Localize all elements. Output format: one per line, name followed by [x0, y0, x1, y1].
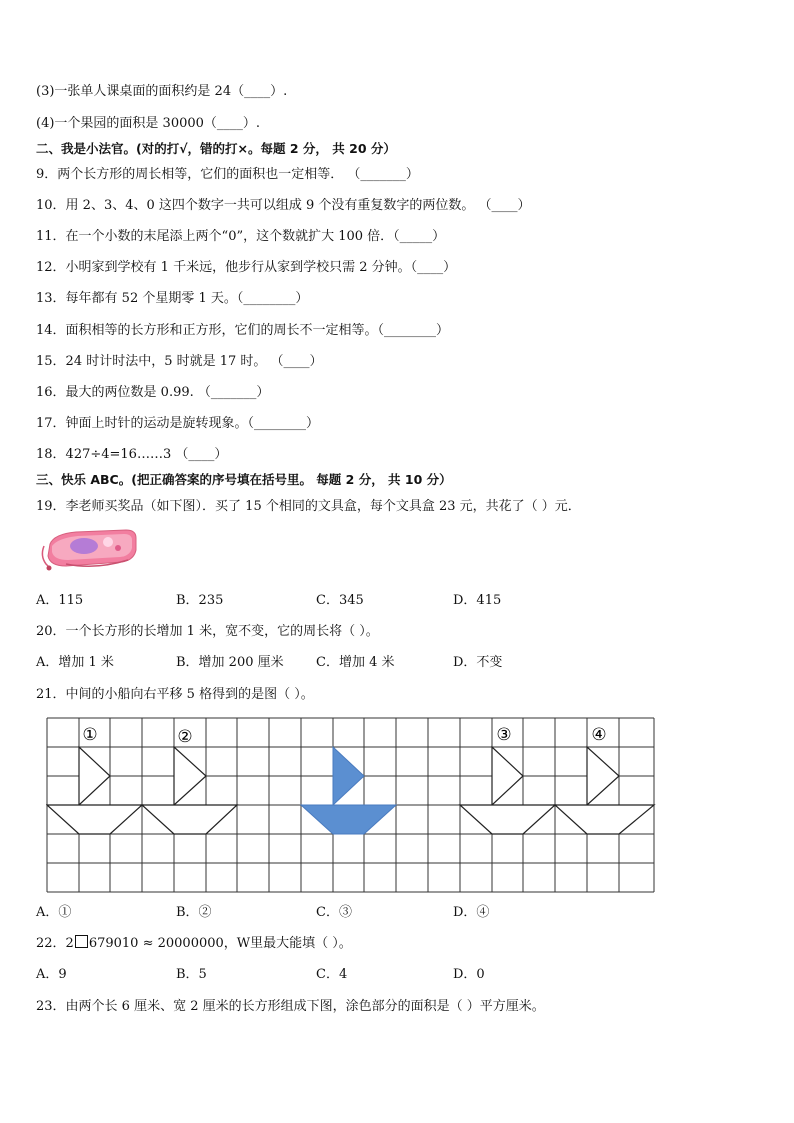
question-19: 19．李老师买奖品（如下图）．买了 15 个相同的文具盒，每个文具盒 23 元，共花了（ ）元． [36, 499, 581, 514]
q21-option-c: C．③ [316, 905, 352, 920]
q22-option-d: D．0 [453, 967, 485, 982]
pencil-case-image [36, 526, 140, 574]
question-22 [36, 935, 352, 953]
question-4: (4)一个果园的面积是 30000（____）. [36, 116, 261, 131]
q22-option-a: A．9 [36, 967, 67, 982]
boat-1 [47, 747, 142, 834]
question-23: 23．由两个长 6 厘米、宽 2 厘米的长方形组成下图，涂色部分的面积是（ ）平方厘米。 [36, 999, 545, 1014]
blank-square-icon [75, 935, 88, 948]
q22-prefix: 22．2 [36, 936, 74, 951]
question-20: 20．一个长方形的长增加 1 米，宽不变，它的周长将（ ）。 [36, 624, 379, 639]
question-18: 18．427÷4=16……3 （____） [36, 447, 228, 462]
question-15: 15．24 时计时法中，5 时就是 17 时。 （____） [36, 354, 323, 369]
boat-grid-figure [46, 716, 658, 896]
question-3: (3)一张单人课桌面的面积约是 24（____）. [36, 84, 288, 99]
boat-2 [142, 747, 237, 834]
boat-3 [460, 747, 555, 834]
q20-option-a: A．增加 1 米 [36, 655, 114, 670]
question-9: 9．两个长方形的周长相等，它们的面积也一定相等． （_______） [36, 167, 419, 182]
question-21: 21．中间的小船向右平移 5 格得到的是图（ ）。 [36, 687, 314, 702]
label-1: ① [82, 725, 98, 745]
q20-option-d: D．不变 [453, 655, 503, 670]
q22-option-c: C．4 [316, 967, 348, 982]
q19-option-b: B．235 [176, 593, 224, 608]
question-12: 12．小明家到学校有 1 千米远，他步行从家到学校只需 2 分钟。（____） [36, 260, 457, 275]
question-10: 10．用 2、3、4、0 这四个数字一共可以组成 9 个没有重复数字的两位数。 （____） [36, 198, 531, 213]
question-16: 16．最大的两位数是 0.99. （_______） [36, 385, 270, 400]
question-13: 13．每年都有 52 个星期零 1 天。（________） [36, 291, 309, 306]
label-4: ④ [591, 725, 607, 745]
question-14: 14．面积相等的长方形和正方形，它们的周长不一定相等。（________） [36, 323, 450, 338]
q22-suffix: 679010 ≈ 20000000，W里最大能填（ ）。 [88, 936, 352, 951]
q19-option-c: C．345 [316, 593, 364, 608]
q19-option-a: A．115 [36, 593, 84, 608]
shaded-boat [301, 747, 396, 834]
question-11: 11．在一个小数的末尾添上两个“0”，这个数就扩大 100 倍．（_____） [36, 229, 446, 244]
boat-4 [555, 747, 654, 834]
q21-option-d: D．④ [453, 905, 490, 920]
section-3-title: 三、快乐 ABC。(把正确答案的序号填在括号里。 每题 2 分， 共 10 分） [36, 472, 452, 487]
label-2: ② [177, 727, 193, 747]
label-3: ③ [496, 725, 512, 745]
q21-option-b: B．② [176, 905, 212, 920]
q20-option-b: B．增加 200 厘米 [176, 655, 284, 670]
q20-option-c: C．增加 4 米 [316, 655, 395, 670]
question-17: 17．钟面上时针的运动是旋转现象。（________） [36, 416, 320, 431]
section-2-title: 二、我是小法官。(对的打√，错的打×。每题 2 分， 共 20 分） [36, 141, 396, 156]
q21-option-a: A．① [36, 905, 72, 920]
q19-option-d: D．415 [453, 593, 502, 608]
q22-option-b: B．5 [176, 967, 207, 982]
